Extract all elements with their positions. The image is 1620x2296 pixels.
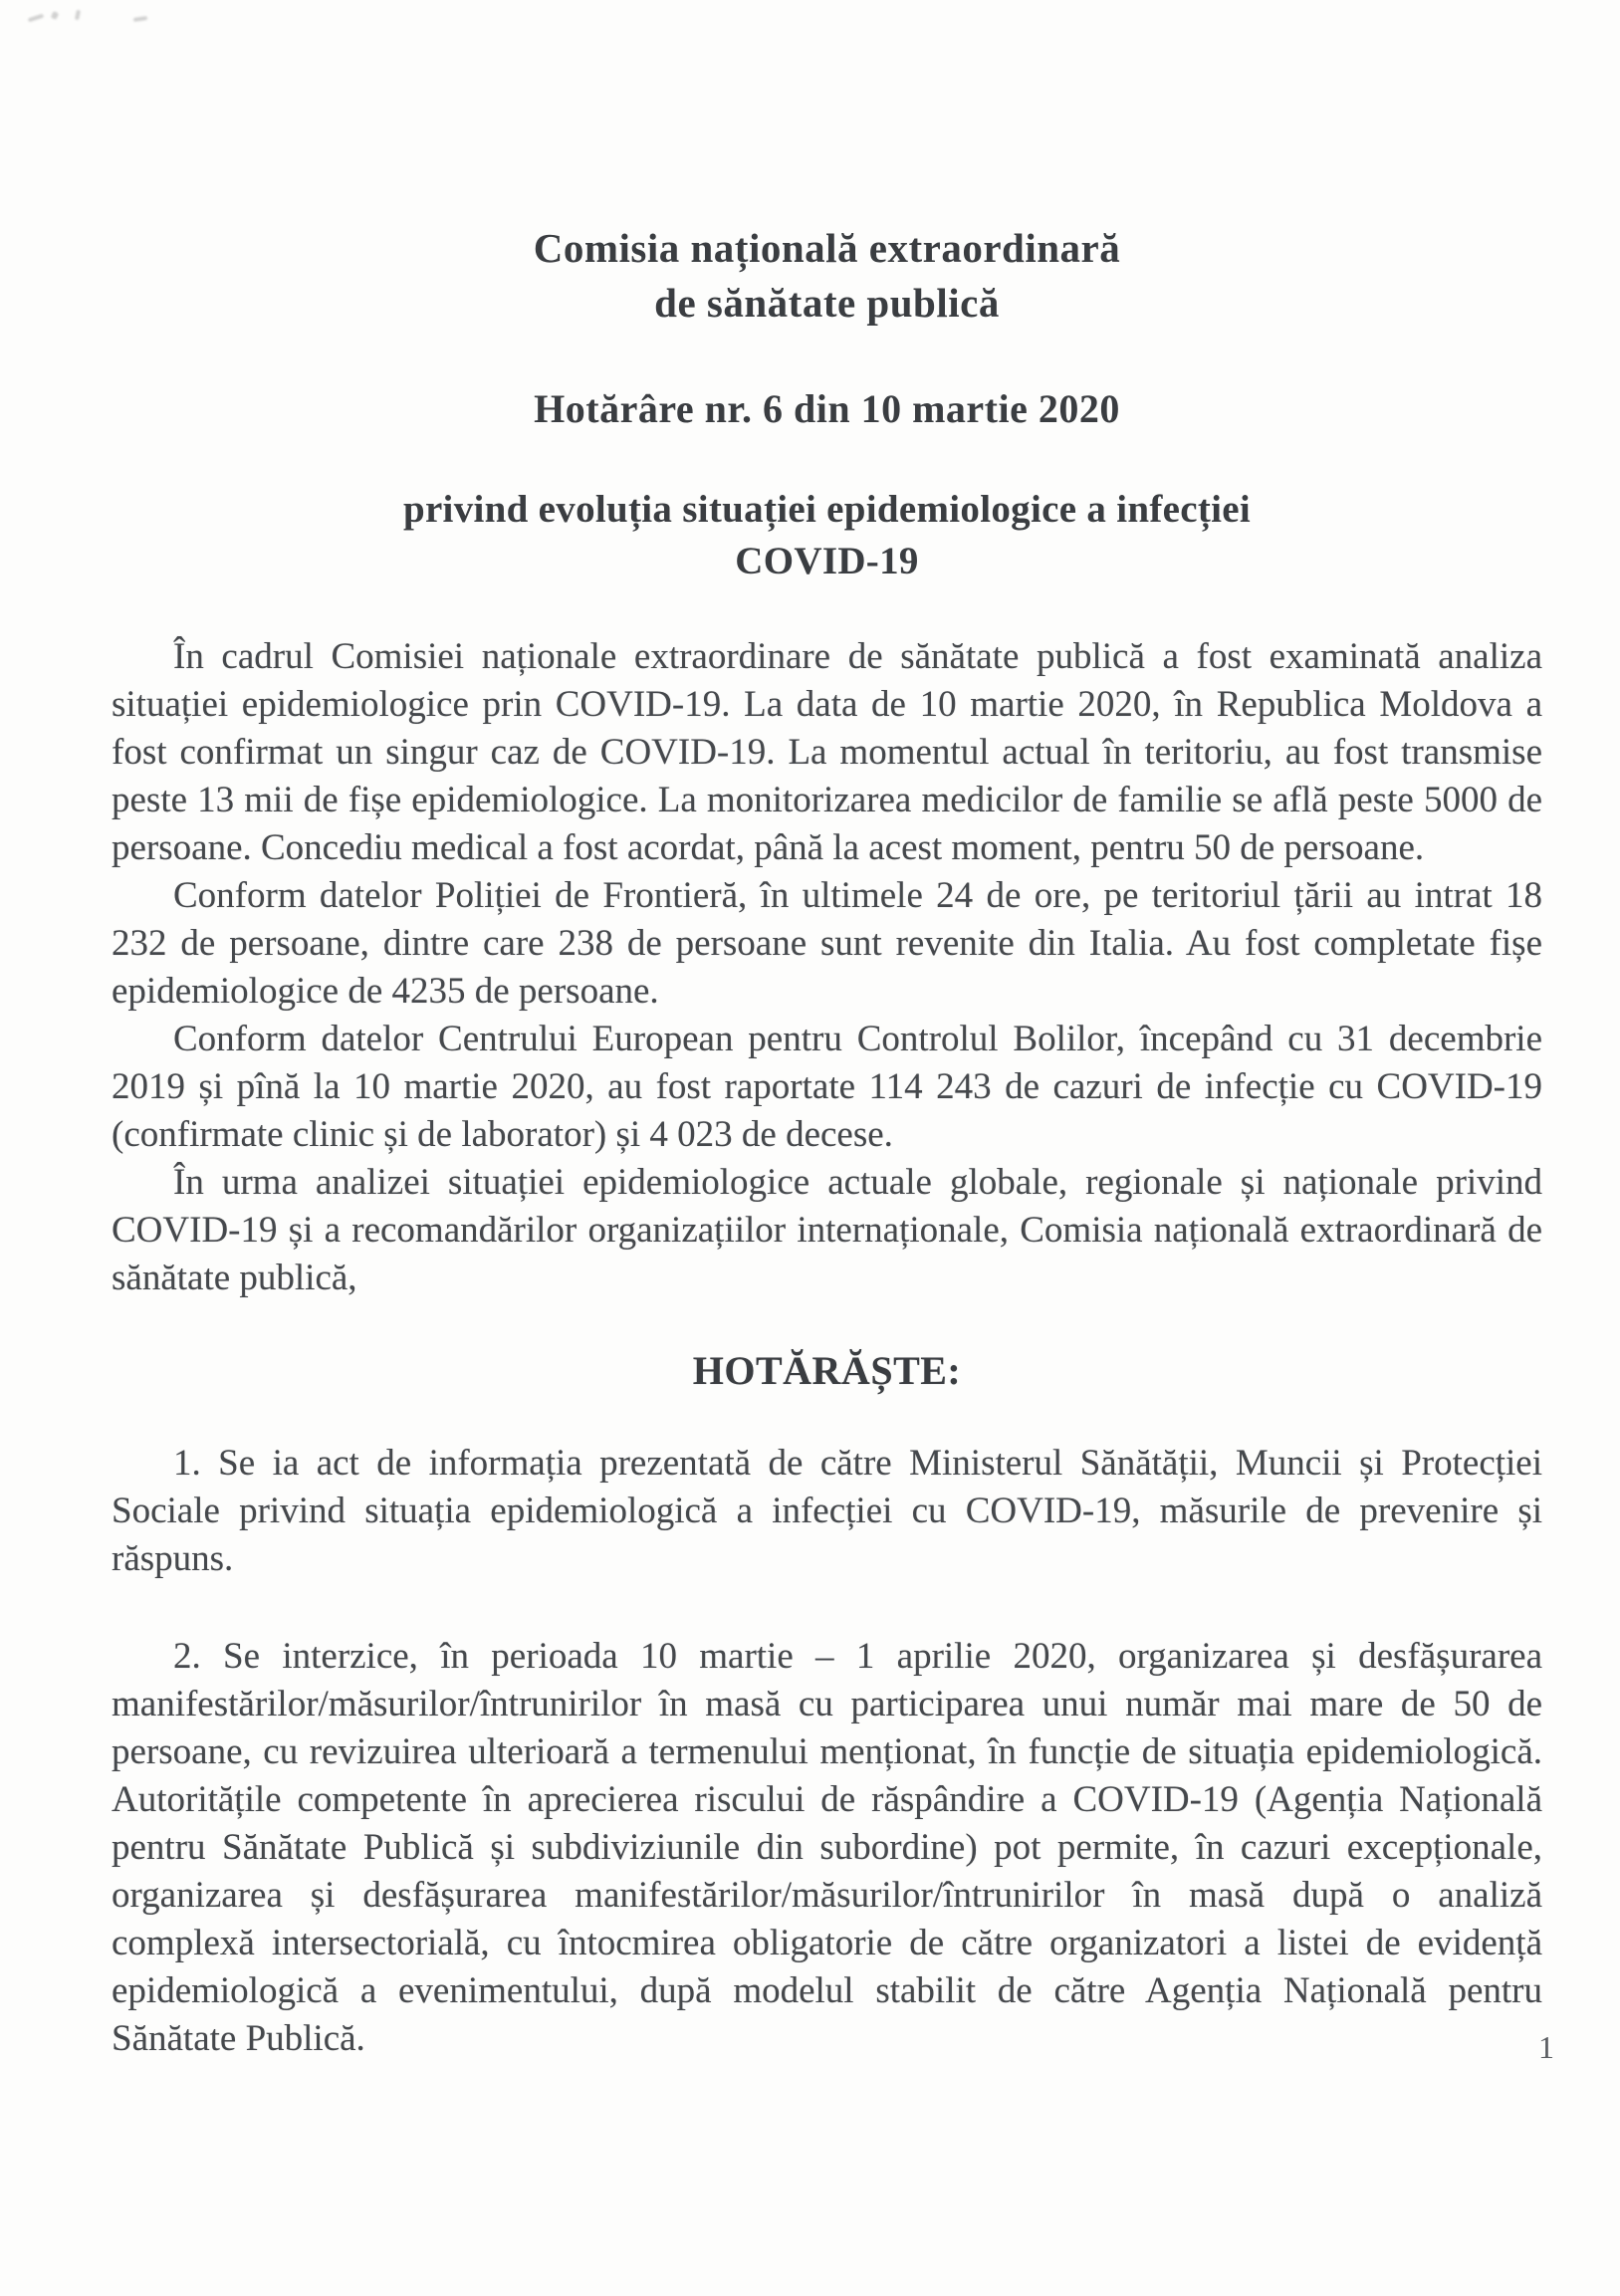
- paragraph-conclusion-preamble: În urma analizei situației epidemiologice actuale globale, regionale și naționale privind COVID-19 și a recomandărilor organizațiilor internaționale, Comisia națională extraordinară de sănătate publică,: [112, 1162, 1542, 1298]
- document-body: [112, 633, 1542, 2063]
- scan-smudge-mark: [28, 10, 177, 44]
- decision-item-1: 1. Se ia act de informația prezentată de către Ministerul Sănătății, Muncii și Protecției Sociale privind situația epidemiologică a infecției cu COVID-19, măsurile de prevenire și răspuns.: [112, 1443, 1542, 1579]
- org-title-line2: de sănătate publică: [654, 280, 1000, 326]
- decree-heading: HOTĂRĂȘTE:: [692, 1348, 962, 1393]
- page-number: 1: [1538, 2029, 1554, 2065]
- paragraph-intro-analysis: În cadrul Comisiei naționale extraordinare de sănătate publică a fost examinată analiza situației epidemiologice prin COVID-19. La data de 10 martie 2020, în Republica Moldova a fost confirmat un singur caz de COVID-19. La momentul actual în teritoriu, au fost transmise peste 13 mii de fișe epidemiologice. La monitorizarea medicilor de familie se află peste 5000 de persoane. Concediu medical a fost acordat, până la acest moment, pentru 50 de persoane.: [112, 636, 1542, 868]
- org-title-line1: Comisia națională extraordinară: [533, 225, 1121, 271]
- org-title: [112, 221, 1542, 331]
- decision-number-title: Hotărâre nr. 6 din 10 martie 2020: [534, 386, 1120, 431]
- decision-subject: [112, 484, 1542, 587]
- document-header: [112, 221, 1542, 587]
- decision-subject-line2: COVID-19: [735, 540, 919, 582]
- decision-subject-line1: privind evoluția situației epidemiologice a infecției: [402, 488, 1252, 531]
- paragraph-ecdc-data: Conform datelor Centrului European pentru Controlul Bolilor, începând cu 31 decembrie 2019 și pînă la 10 martie 2020, au fost raportate 114 243 de cazuri de infecție cu COVID-19 (confirmate clinic și de laborator) și 4 023 de decese.: [112, 1019, 1542, 1155]
- decision-item-2: 2. Se interzice, în perioada 10 martie – 1 aprilie 2020, organizarea și desfășurarea manifestărilor/măsurilor/întrunirilor în masă cu participarea unui număr mai mare de 50 de persoane, cu revizuirea ulterioară a termenului menționat, în funcție de situația epidemiologică. Autoritățile competente în aprecierea riscului de răspândire a COVID-19 (Agenția Națională pentru Sănătate Publică și subdiviziunile din subordine) pot permite, în cazuri excepționale, organizarea și desfășurarea manifestărilor/măsurilor/întrunirilor în masă după o analiză complexă intersectorială, cu întocmirea obligatorie de către organizatori a listei de evidență epidemiologică a evenimentului, după modelul stabilit de către Agenția Națională pentru Sănătate Publică.: [112, 1636, 1542, 2059]
- document-content: [112, 221, 1542, 2063]
- paragraph-border-police-data: Conform datelor Poliției de Frontieră, în ultimele 24 de ore, pe teritoriul țării au intrat 18 232 de persoane, dintre care 238 de persoane sunt revenite din Italia. Au fost completate fișe epidemiologice de 4235 de persoane.: [112, 875, 1542, 1012]
